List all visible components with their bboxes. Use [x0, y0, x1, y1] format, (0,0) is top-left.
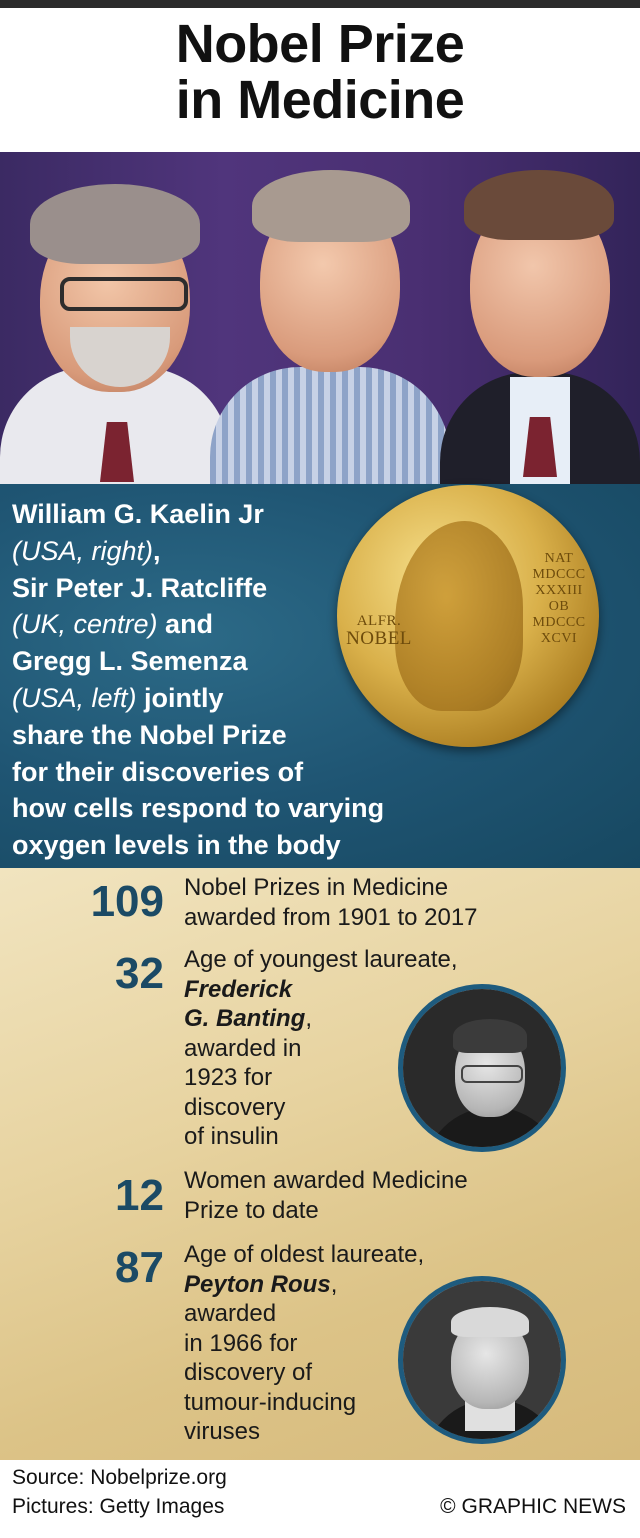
fact-line: of insulin: [184, 1123, 279, 1150]
statement-rest-3: for their discoveries of: [12, 756, 304, 787]
statement-rest-2: share the Nobel Prize: [12, 719, 287, 750]
laureate-name-2: Sir Peter J. Ratcliffe: [12, 572, 268, 603]
medal-right-line: MDCCC: [532, 567, 586, 582]
statement-rest-5: oxygen levels in the body: [12, 830, 341, 861]
fact-line: Women awarded Medicine: [184, 1167, 468, 1194]
top-bar: [0, 0, 640, 8]
laureate-note-2: (UK, centre): [12, 609, 158, 640]
fact-line: Prize to date: [184, 1196, 319, 1224]
medal-text-alfr: ALFR.: [356, 613, 402, 629]
laureates-statement: William G. Kaelin Jr (USA, right), Sir Peter J. Ratcliffe (UK, centre) and Gregg L. Semenza (USA, left) jointly share the Nobel Prize for their discoveries of how cells respond to varying oxygen levels in the body: [12, 496, 472, 864]
fact-line: in 1966 for: [184, 1329, 298, 1357]
title-line-2: in Medicine: [175, 70, 465, 130]
oldest-laureate-name: Peyton Rous: [184, 1270, 331, 1298]
fact-number-prizes: 109: [90, 877, 164, 926]
name-comma: ,: [330, 1270, 338, 1298]
copyright: © GRAPHIC NEWS: [440, 1495, 626, 1518]
medal-right-line: XCVI: [540, 631, 578, 646]
fact-text-oldest: [184, 1240, 424, 1447]
fact-number-women: 12: [115, 1171, 164, 1220]
youngest-laureate-name-b: G. Banting: [184, 1005, 306, 1032]
page-title: [0, 16, 640, 128]
medal-right-line: OB: [548, 599, 570, 614]
laureate-name-1: William G. Kaelin Jr: [12, 499, 264, 529]
fact-line: awarded in: [184, 1034, 302, 1062]
fact-line: Age of youngest laureate,: [184, 946, 458, 973]
medal-right-line: XXXIII: [535, 583, 583, 598]
fact-line: viruses: [184, 1418, 261, 1445]
rous-portrait: [398, 1276, 566, 1444]
laureate-right-figure: [440, 152, 640, 484]
statement-rest-4: how cells respond to varying: [12, 793, 385, 824]
fact-line: tumour-inducing: [184, 1388, 357, 1416]
title-line-1: Nobel Prize: [175, 14, 465, 74]
fact-line: Nobel Prizes in Medicine: [184, 874, 449, 901]
laureate-centre-figure: [200, 152, 460, 484]
laureate-note-3: (USA, left): [12, 682, 137, 713]
fact-line: 1923 for: [184, 1064, 273, 1091]
statement-join: and: [157, 609, 214, 640]
name-comma: ,: [305, 1005, 312, 1032]
medal-right-line: MDCCC: [532, 615, 586, 630]
youngest-laureate-name-a: Frederick: [184, 975, 293, 1003]
medal-inscription-right: [529, 551, 589, 647]
laureate-note-1: (USA, right): [12, 535, 154, 566]
pictures-credit: Pictures: Getty Images: [12, 1495, 225, 1518]
fact-number-oldest: 87: [115, 1243, 164, 1292]
footer-credits: [12, 1463, 227, 1521]
medal-right-line: NAT: [544, 551, 574, 566]
fact-line: awarded from 1901 to 2017: [184, 903, 478, 931]
banting-portrait: [398, 984, 566, 1152]
fact-text-women: [184, 1166, 468, 1225]
fact-number-youngest: 32: [115, 949, 164, 998]
fact-line: Age of oldest laureate,: [184, 1241, 425, 1268]
fact-line: discovery: [184, 1093, 286, 1121]
laureates-photo: [0, 152, 640, 484]
statement-rest-1: jointly: [136, 682, 224, 713]
source-credit: Source: Nobelprize.org: [12, 1466, 227, 1489]
laureate-name-3: Gregg L. Semenza: [12, 646, 248, 677]
fact-line: discovery of: [184, 1359, 313, 1386]
medal-text-nobel: NOBEL: [346, 628, 412, 649]
fact-line: awarded: [184, 1300, 277, 1327]
fact-text-prizes: [184, 873, 478, 932]
